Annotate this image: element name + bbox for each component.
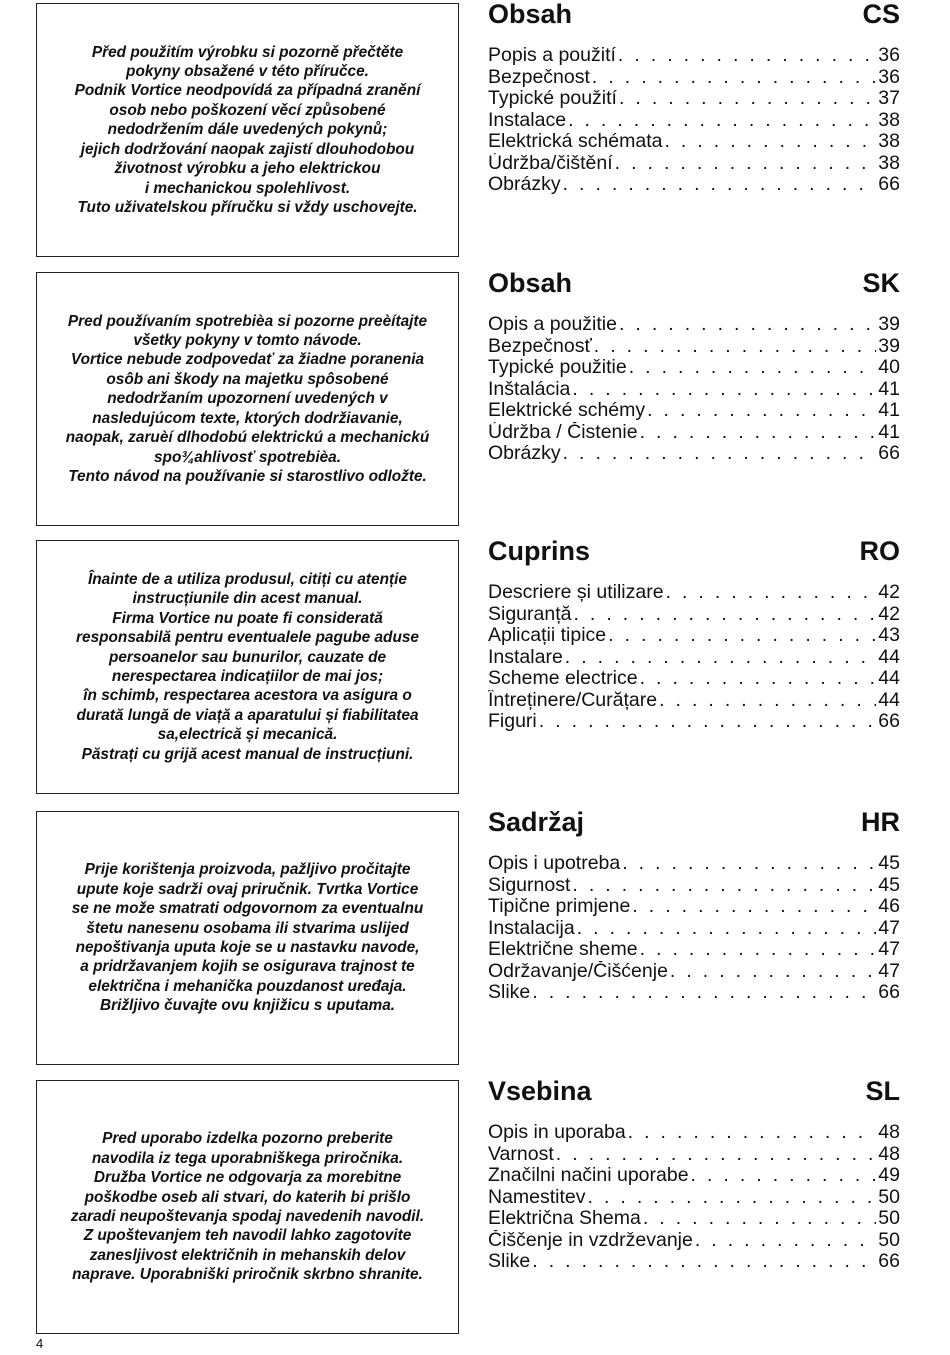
toc-entry-page: 44 bbox=[878, 646, 900, 668]
toc-entry-page: 66 bbox=[878, 174, 900, 195]
safety-notice-box bbox=[36, 3, 459, 257]
toc-entry-label: Tipične primjene bbox=[488, 896, 631, 917]
toc-leader-dots bbox=[632, 896, 876, 918]
toc-entry bbox=[488, 131, 900, 153]
toc-leader-dots bbox=[565, 647, 877, 669]
table-of-contents bbox=[488, 807, 900, 1004]
toc-leader-dots bbox=[532, 982, 876, 1004]
toc-leader-dots bbox=[618, 45, 876, 67]
toc-list bbox=[488, 45, 900, 196]
toc-entry-page: 38 bbox=[878, 109, 900, 131]
toc-leader-dots bbox=[572, 875, 876, 897]
toc-entry bbox=[488, 711, 900, 733]
toc-entry-page: 50 bbox=[878, 1208, 900, 1229]
toc-entry-label: Opis in uporaba bbox=[488, 1122, 626, 1143]
toc-entry-label: Slike bbox=[488, 982, 531, 1003]
toc-entry bbox=[488, 422, 900, 444]
toc-entry-label: Varnost bbox=[488, 1143, 554, 1165]
language-section bbox=[0, 268, 950, 530]
toc-title: Cuprins bbox=[488, 536, 591, 566]
toc-entry-page: 44 bbox=[878, 689, 900, 711]
language-section bbox=[0, 536, 950, 798]
toc-entry-page: 41 bbox=[878, 400, 900, 421]
toc-leader-dots bbox=[573, 604, 876, 626]
toc-header bbox=[488, 0, 900, 41]
toc-leader-dots bbox=[592, 67, 876, 89]
toc-entry-label: Elektrická schémata bbox=[488, 131, 663, 152]
toc-entry bbox=[488, 336, 900, 358]
toc-leader-dots bbox=[619, 88, 876, 110]
safety-notice-box bbox=[36, 540, 459, 794]
toc-entry-label: Inštalácia bbox=[488, 378, 571, 400]
toc-entry-page: 66 bbox=[878, 443, 900, 464]
toc-entry bbox=[488, 1144, 900, 1166]
language-section bbox=[0, 1076, 950, 1338]
toc-entry-label: Čiščenje in vzdrževanje bbox=[488, 1229, 693, 1251]
toc-entry-page: 42 bbox=[878, 582, 900, 603]
toc-entry bbox=[488, 1230, 900, 1252]
toc-entry-label: Namestitev bbox=[488, 1186, 586, 1208]
toc-leader-dots bbox=[628, 1122, 877, 1144]
safety-notice-box bbox=[36, 811, 459, 1065]
toc-entry-page: 42 bbox=[878, 603, 900, 625]
toc-entry-label: Obrázky bbox=[488, 443, 561, 464]
toc-list bbox=[488, 582, 900, 733]
toc-leader-dots bbox=[577, 918, 877, 940]
toc-entry-page: 66 bbox=[878, 711, 900, 732]
toc-entry bbox=[488, 45, 900, 67]
safety-notice-text: Před použitím výrobku si pozorně přečtěte pokyny obsažené v této příručce. Podnik Vortice neodpovídá za případná zranění osob nebo poškození věcí způsobené nedodržením dále uvedených pokynů; jejich dodržování naopak zajistí dlouhodobou životnost výrobku a jeho elektrickou i mechanickou spolehlivost. Tuto uživatelskou příručku si vždy uschovejte. bbox=[74, 43, 421, 216]
toc-entry-label: Instalare bbox=[488, 646, 563, 668]
toc-leader-dots bbox=[594, 336, 877, 358]
toc-leader-dots bbox=[647, 400, 876, 422]
toc-entry-page: 43 bbox=[878, 625, 900, 646]
toc-entry-page: 37 bbox=[878, 88, 900, 109]
toc-leader-dots bbox=[532, 1251, 876, 1273]
safety-notice-box bbox=[36, 1080, 459, 1334]
toc-entry-label: Bezpečnosť bbox=[488, 335, 592, 357]
toc-leader-dots bbox=[556, 1144, 877, 1166]
toc-entry bbox=[488, 174, 900, 196]
table-of-contents bbox=[488, 0, 900, 196]
safety-notice-text: Pred uporabo izdelka pozorno preberite navodila iz tega uporabniškega priročnika. Družba Vortice ne odgovarja za morebitne poškodbe oseb ali stvari, do katerih bi prišlo zaradi neupoštevanja spodaj navedenih navodil. Z upoštevanjem teh navodil lahko zagotovite zanesljivost električnih in mehanskih delov naprave. Uporabniški priročnik skrbno shranite. bbox=[70, 1130, 425, 1284]
toc-entry bbox=[488, 918, 900, 940]
toc-entry-label: Údržba/čištění bbox=[488, 152, 613, 174]
toc-entry-label: Opis i upotreba bbox=[488, 853, 621, 874]
toc-entry-label: Typické použití bbox=[488, 88, 617, 109]
toc-entry bbox=[488, 1165, 900, 1187]
language-code: CS bbox=[862, 0, 900, 29]
toc-title: Sadržaj bbox=[488, 807, 585, 837]
toc-entry-label: Figuri bbox=[488, 711, 537, 732]
toc-entry-label: Popis a použití bbox=[488, 45, 616, 66]
toc-header bbox=[488, 807, 900, 849]
toc-entry-page: 45 bbox=[878, 853, 900, 874]
toc-leader-dots bbox=[666, 582, 877, 604]
toc-leader-dots bbox=[695, 1230, 876, 1252]
safety-notice-box bbox=[36, 272, 459, 526]
toc-entry-page: 50 bbox=[878, 1229, 900, 1251]
toc-entry-label: Električne sheme bbox=[488, 939, 638, 960]
toc-entry bbox=[488, 647, 900, 669]
toc-entry-page: 48 bbox=[878, 1143, 900, 1165]
toc-entry-page: 41 bbox=[878, 421, 900, 443]
toc-entry bbox=[488, 357, 900, 379]
toc-title: Obsah bbox=[488, 0, 573, 29]
safety-notice-text: Prije korištenja proizvoda, pažljivo pročitajte upute koje sadrži ovaj priručnik. Tvrtka Vortice se ne može smatrati odgovornom za eventualnu štetu nanesenu osobama ili stvarima uslijed nepoštivanja uputa koje se u nastavku navode, a pridržavanjem kojih se osigurava trajnost te električna i mehanička pouzdanost uređaja. Brižljivo čuvajte ovu knjižicu s uputama. bbox=[71, 861, 424, 1015]
toc-entry bbox=[488, 690, 900, 712]
toc-entry-label: Značilni načini uporabe bbox=[488, 1165, 689, 1186]
toc-leader-dots bbox=[619, 314, 876, 336]
toc-entry-label: Instalace bbox=[488, 109, 567, 131]
page-number: 4 bbox=[36, 1336, 44, 1351]
toc-entry-label: Slike bbox=[488, 1251, 531, 1272]
toc-entry bbox=[488, 88, 900, 110]
toc-entry-label: Siguranță bbox=[488, 603, 572, 625]
toc-entry bbox=[488, 982, 900, 1004]
toc-entry-page: 36 bbox=[878, 45, 900, 66]
toc-list bbox=[488, 853, 900, 1004]
toc-entry bbox=[488, 625, 900, 647]
toc-entry bbox=[488, 443, 900, 465]
toc-entry bbox=[488, 853, 900, 875]
toc-leader-dots bbox=[640, 668, 877, 690]
toc-entry-page: 66 bbox=[878, 982, 900, 1003]
toc-entry-page: 47 bbox=[878, 917, 900, 939]
toc-entry-page: 41 bbox=[878, 378, 900, 400]
toc-entry-label: Opis a použitie bbox=[488, 314, 617, 335]
toc-title: Obsah bbox=[488, 268, 573, 298]
toc-entry-page: 66 bbox=[878, 1251, 900, 1272]
toc-leader-dots bbox=[563, 174, 877, 196]
toc-entry-label: Bezpečnost bbox=[488, 66, 590, 88]
toc-entry bbox=[488, 153, 900, 175]
language-code: RO bbox=[859, 536, 900, 566]
toc-entry-label: Údržba / Čistenie bbox=[488, 421, 638, 443]
toc-entry bbox=[488, 400, 900, 422]
toc-title: Vsebina bbox=[488, 1076, 592, 1106]
toc-leader-dots bbox=[664, 131, 876, 153]
toc-entry-page: 38 bbox=[878, 152, 900, 174]
toc-entry-page: 48 bbox=[878, 1122, 900, 1143]
safety-notice-text: Înainte de a utiliza produsul, citiți cu atenție instrucțiunile din acest manual. Firma Vortice nu poate fi considerată responsabilă pentru eventualele pagube aduse persoanelor sau bunurilor, cauzate de nerespectarea indicațiilor de mai jos; în schimb, respectarea acestora va asigura o durată lungă de viață a aparatului și fiabilitatea sa,electrică și mecanică. Păstrați cu grijă acest manual de instrucțiuni. bbox=[76, 570, 419, 763]
toc-entry-page: 46 bbox=[878, 896, 900, 917]
toc-entry-page: 38 bbox=[878, 131, 900, 152]
toc-entry-page: 40 bbox=[878, 357, 900, 378]
toc-leader-dots bbox=[608, 625, 876, 647]
language-code: HR bbox=[861, 807, 900, 837]
toc-entry-label: Održavanje/Čišćenje bbox=[488, 960, 668, 982]
toc-entry bbox=[488, 896, 900, 918]
toc-entry-page: 47 bbox=[878, 960, 900, 982]
toc-entry-label: Descriere și utilizare bbox=[488, 582, 664, 603]
toc-leader-dots bbox=[629, 357, 877, 379]
language-section bbox=[0, 807, 950, 1069]
toc-header bbox=[488, 536, 900, 578]
toc-entry bbox=[488, 67, 900, 89]
safety-notice-text: Pred používaním spotrebièa si pozorne preèítajte všetky pokyny v tomto návode. Vortice nebude zodpovedať za žiadne poranenia osôb ani škody na majetku spôsobené nedodržaním upozornení uvedených v nasledujúcom texte, ktorých dodržiavanie, naopak, zaruèí dlhodobú elektrickú a mechanickú spo¾ahlivosť spotrebièa. Tento návod na používanie si starostlivo odložte. bbox=[65, 312, 430, 485]
toc-header bbox=[488, 268, 900, 310]
language-code: SK bbox=[862, 268, 900, 298]
toc-entry-label: Instalacija bbox=[488, 917, 575, 939]
toc-entry bbox=[488, 379, 900, 401]
toc-entry-page: 44 bbox=[878, 668, 900, 689]
toc-entry-page: 36 bbox=[878, 66, 900, 88]
toc-leader-dots bbox=[670, 961, 876, 983]
toc-leader-dots bbox=[563, 443, 877, 465]
toc-list bbox=[488, 1122, 900, 1273]
toc-entry bbox=[488, 582, 900, 604]
toc-leader-dots bbox=[659, 690, 876, 712]
toc-entry-page: 39 bbox=[878, 314, 900, 335]
toc-entry-label: Elektrické schémy bbox=[488, 400, 646, 421]
toc-entry bbox=[488, 1122, 900, 1144]
toc-entry-label: Întreținere/Curățare bbox=[488, 689, 658, 711]
toc-entry-page: 49 bbox=[878, 1165, 900, 1186]
language-section bbox=[0, 0, 950, 261]
toc-leader-dots bbox=[539, 711, 877, 733]
toc-entry-page: 47 bbox=[878, 939, 900, 960]
toc-entry-label: Typické použitie bbox=[488, 357, 627, 378]
toc-entry-label: Sigurnost bbox=[488, 874, 571, 896]
toc-leader-dots bbox=[588, 1187, 877, 1209]
toc-entry bbox=[488, 668, 900, 690]
toc-leader-dots bbox=[691, 1165, 877, 1187]
toc-leader-dots bbox=[622, 853, 876, 875]
table-of-contents bbox=[488, 268, 900, 465]
toc-leader-dots bbox=[640, 939, 877, 961]
table-of-contents bbox=[488, 1076, 900, 1273]
toc-entry bbox=[488, 939, 900, 961]
toc-leader-dots bbox=[568, 110, 876, 132]
toc-leader-dots bbox=[615, 153, 877, 175]
toc-entry bbox=[488, 1251, 900, 1273]
toc-entry bbox=[488, 110, 900, 132]
table-of-contents bbox=[488, 536, 900, 733]
toc-entry-label: Scheme electrice bbox=[488, 668, 638, 689]
toc-entry bbox=[488, 1208, 900, 1230]
toc-entry-label: Aplicații tipice bbox=[488, 625, 607, 646]
toc-entry bbox=[488, 875, 900, 897]
toc-entry-page: 50 bbox=[878, 1186, 900, 1208]
toc-list bbox=[488, 314, 900, 465]
toc-entry bbox=[488, 604, 900, 626]
toc-entry-page: 39 bbox=[878, 335, 900, 357]
toc-entry-label: Električna Shema bbox=[488, 1208, 641, 1229]
toc-entry-page: 45 bbox=[878, 874, 900, 896]
language-code: SL bbox=[865, 1076, 900, 1106]
toc-leader-dots bbox=[572, 379, 876, 401]
toc-entry-label: Obrázky bbox=[488, 174, 561, 195]
toc-entry bbox=[488, 1187, 900, 1209]
toc-entry bbox=[488, 961, 900, 983]
toc-header bbox=[488, 1076, 900, 1118]
toc-leader-dots bbox=[640, 422, 877, 444]
toc-leader-dots bbox=[643, 1208, 876, 1230]
toc-entry bbox=[488, 314, 900, 336]
